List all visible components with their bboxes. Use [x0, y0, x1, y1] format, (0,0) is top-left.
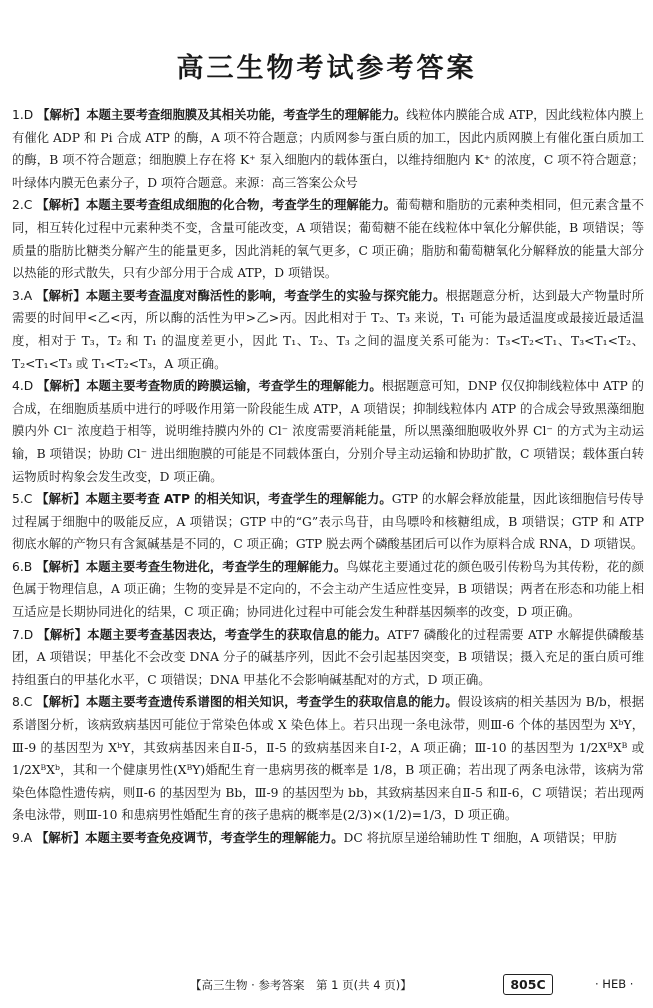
item-number: 8.: [12, 695, 24, 710]
analysis-tag: 【解析】: [37, 627, 88, 642]
item-focus: 本题主要考查遗传系谱图的相关知识，考查学生的获取信息的能力。: [85, 695, 458, 710]
item-focus: 本题主要考查免疫调节，考查学生的理解能力。: [85, 831, 344, 845]
item-number: 5.: [12, 492, 24, 507]
item-answer: C: [23, 695, 33, 710]
item-body: DC 将抗原呈递给辅助性 T 细胞，A 项错误；甲肪: [343, 831, 617, 845]
item-body: 鸟媒花主要通过花的颜色吸引传粉鸟为其传粉，花的颜色属于物理信息，A 项正确；生物的变异是不定向的，不会主动产生适应性变异，B 项错误；两者在形态和功能上相互适应是长期协同进化的结果，C 项正确；协同进化过程中可能会发生种群基因频率的改变，D 项正确。: [12, 559, 644, 620]
item-body: 线粒体内膜能合成 ATP，因此线粒体内膜上有催化 ADP 和 Pi 合成 ATP 的酶，A 项不符合题意；内质网参与蛋白质的加工，因此内质网膜上有催化蛋白质加工的酶，B 项不符合题意；细胞膜上存在将 K⁺ 泵入细胞内的载体蛋白，以维持细胞内 K⁺ 的浓度，C 项不符合题意；叶绿体内膜无色素分子，D 项符合题意。来源：高三答案公众号: [12, 108, 644, 190]
answer-item: [12, 827, 644, 850]
item-answer: D: [23, 627, 34, 642]
answer-item: [12, 375, 644, 488]
answer-item: [12, 104, 644, 194]
page-title: 高三生物考试参考答案: [176, 53, 477, 84]
analysis-tag: 【解析】: [36, 492, 86, 507]
item-number: 7.: [12, 627, 24, 642]
item-answer: D: [23, 379, 34, 394]
answer-list: [12, 104, 644, 850]
footer-region-code: · HEB ·: [595, 977, 634, 991]
answer-item: [12, 624, 644, 692]
analysis-tag: 【解析】: [36, 288, 86, 303]
item-body: ATF7 磷酸化的过程需要 ATP 水解提供磷酸基团，A 项错误；甲基化不会改变 DNA 分子的碱基序列，因此不会引起基因突变，B 项错误；摄入充足的蛋白质可维持组蛋白的甲基化水平，C 项错误；DNA 甲基化不会影响碱基配对的方式，D 项正确。: [12, 627, 644, 687]
item-number: 1.: [12, 108, 24, 122]
item-answer: B: [23, 559, 33, 574]
answer-item: [12, 556, 644, 624]
item-number: 4.: [12, 379, 24, 394]
item-focus: 本题主要考查生物进化，考查学生的理解能力。: [85, 559, 347, 574]
item-body: 假设该病的相关基因为 B/b，根据系谱图分析，该病致病基因可能位于常染色体或 X 染色体上。若只出现一条电泳带，则Ⅲ-6 个体的基因型为 XᵇY，Ⅲ-9 的基因型为 XᵇY，其致病基因来自Ⅱ-5，Ⅱ-5 的致病基因来自Ⅰ-2，A 项正确；Ⅲ-10 的基因型为 1/2XᴮXᴮ 或 1/2XᴮXᵇ，其和一个健康男性(XᴮY)婚配生育一患病男孩的概率是 1/8，B 项正确；若出现了两条电泳带，该病为常染色体隐性遗传病，则Ⅱ-6 的基因型为 Bb，Ⅲ-9 的基因型为 bb，其致病基因来自Ⅱ-5 和Ⅱ-6，C 项错误；若出现两条电泳带，则Ⅲ-10 和患病男性婚配生育的孩子患病的概率是(2/3)×(1/2)=1/3，D 项正确。: [12, 695, 644, 823]
answer-item: [12, 194, 644, 284]
page-footer: [0, 974, 653, 996]
footer-page-info: 【高三生物 · 参考答案 第 1 页(共 4 页)】: [190, 978, 412, 992]
item-number: 3.: [12, 288, 24, 303]
item-body: 根据题意可知，DNP 仅仅抑制线粒体中 ATP 的合成，在细胞质基质中进行的呼吸作用第一阶段能生成 ATP，A 项错误；抑制线粒体内 ATP 的合成会导致黑藻细胞膜内外 Cl⁻ 浓度趋于相等，说明维持膜内外的 Cl⁻ 浓度需要消耗能量，所以黑藻细胞吸收外界 Cl⁻ 的方式为主动运输，B 项错误；协助 Cl⁻ 进出细胞膜的可能是不同载体蛋白，分别介导主动运输和协助扩散，C 项错误；载体蛋白转运物质时构象会发生改变，D 项正确。: [12, 379, 644, 484]
analysis-tag: 【解析】: [36, 831, 86, 845]
item-body: GTP 的水解会释放能量，因此该细胞信号传导过程属于细胞中的吸能反应，A 项错误；GTP 中的“G”表示鸟苷，由鸟嘌呤和核糖组成，B 项错误；GTP 和 ATP 彻底水解的产物只有含氮碱基是不同的，C 项正确；GTP 脱去两个磷酸基团后可以作为原料合成 RNA，D 项错误。: [12, 492, 644, 552]
item-answer: A: [23, 831, 33, 845]
analysis-tag: 【解析】: [37, 379, 87, 394]
answer-item: [12, 488, 644, 556]
analysis-tag: 【解析】: [37, 108, 87, 122]
item-answer: C: [23, 492, 33, 507]
item-number: 9.: [12, 831, 24, 845]
item-focus: 本题主要考查物质的跨膜运输，考查学生的理解能力。: [86, 379, 382, 394]
item-number: 6.: [12, 559, 24, 574]
item-focus: 本题主要考查细胞膜及其相关功能，考查学生的理解能力。: [86, 108, 407, 122]
item-answer: D: [23, 108, 34, 122]
item-focus: 本题主要考查基因表达，考查学生的获取信息的能力。: [87, 627, 388, 642]
item-body: 葡萄糖和脂肪的元素种类相同，但元素含量不同，相互转化过程中元素种类不变，含量可能改变，A 项错误；葡萄糖不能在线粒体中氧化分解供能，B 项错误；等质量的脂肪比糖类分解产生的能量更多，因此消耗的氧气更多，C 项正确；脂肪和葡萄糖氧化分解释放的能量大部分以热能的形式散失，只有少部分用于合成 ATP，D 项错误。: [12, 198, 644, 281]
analysis-tag: 【解析】: [36, 198, 86, 213]
analysis-tag: 【解析】: [36, 559, 86, 574]
item-number: 2.: [12, 198, 24, 213]
item-focus: 本题主要考查温度对酶活性的影响，考查学生的实验与探究能力。: [85, 288, 446, 303]
item-answer: A: [23, 288, 33, 303]
item-body: 根据题意分析，达到最大产物量时所需要的时间甲<乙<丙，所以酶的活性为甲>乙>丙。因此相对于 T₂、T₃ 来说，T₁ 可能为最适温度或最接近最适温度，相对于 T₃，T₂ 和 T₁ 的温度差更小，因此 T₁、T₂、T₃ 之间的温度关系可能为：T₃<T₂<T₁、T₃<T₁<T₂、T₂<T₁<T₃ 或 T₁<T₂<T₃，A 项正确。: [12, 288, 644, 371]
answer-item: [12, 285, 644, 375]
analysis-tag: 【解析】: [36, 695, 86, 710]
item-focus: 本题主要考查组成细胞的化合物，考查学生的理解能力。: [85, 198, 397, 213]
item-answer: C: [23, 198, 33, 213]
paper-code-badge: 805C: [503, 974, 553, 995]
answer-item: [12, 691, 644, 827]
item-focus: 本题主要考查 ATP 的相关知识，考查学生的理解能力。: [85, 492, 392, 507]
